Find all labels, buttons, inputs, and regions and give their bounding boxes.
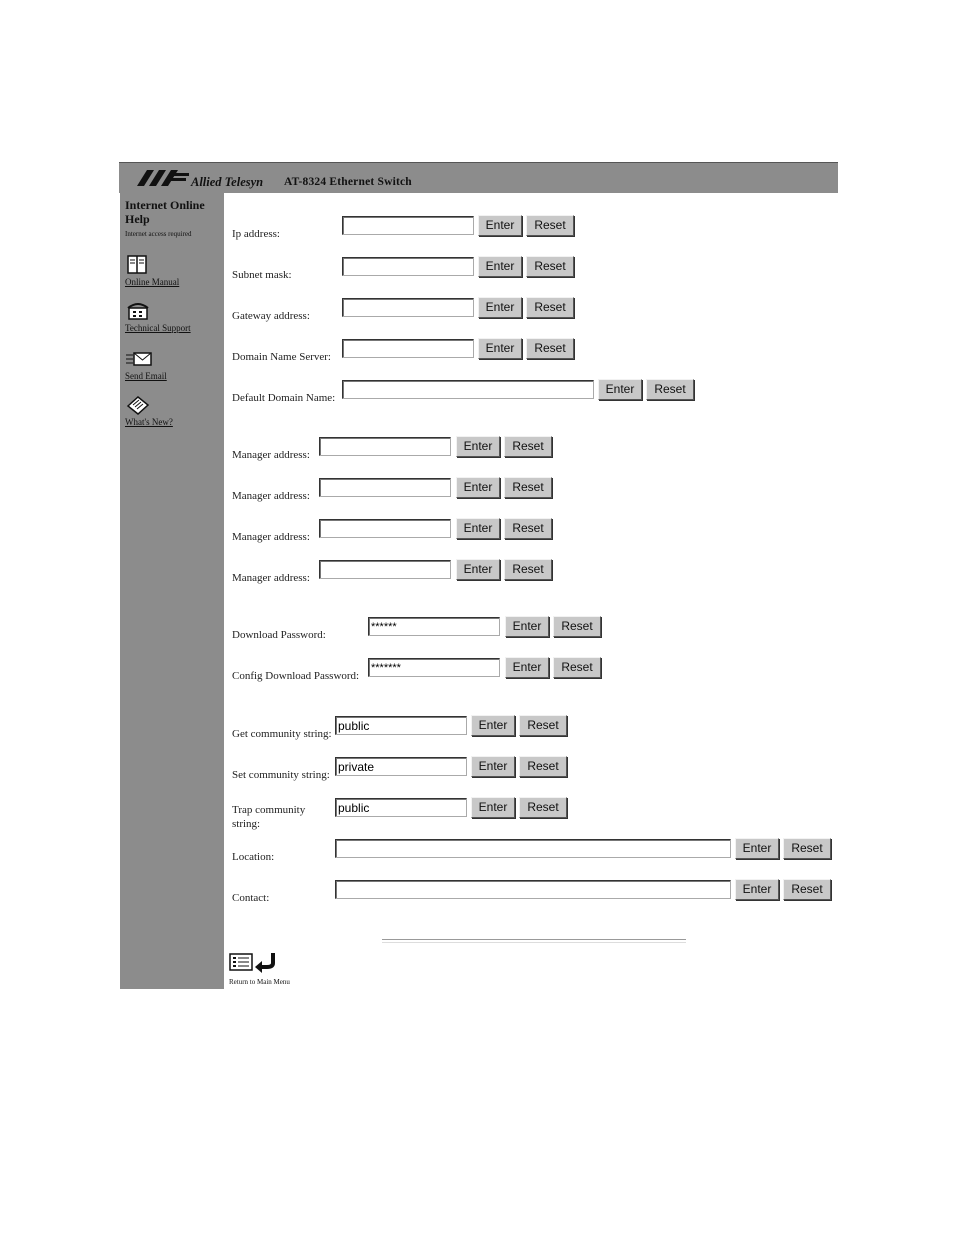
sidebar-link-label: Technical Support (125, 323, 191, 333)
config-download-password-enter-button[interactable]: Enter (505, 657, 549, 678)
manager-address-1-input[interactable] (319, 437, 451, 456)
set-community-reset-button[interactable]: Reset (519, 756, 567, 777)
contact-label: Contact: (232, 892, 270, 904)
default-domain-name-enter-button[interactable]: Enter (598, 379, 642, 400)
manager-address-2-enter-button[interactable]: Enter (456, 477, 500, 498)
manager-address-label: Manager address: (232, 490, 310, 502)
sidebar-link-label: Online Manual (125, 277, 180, 287)
get-community-label: Get community string: (232, 728, 332, 740)
help-title: Internet Online Help (125, 198, 205, 226)
ip-address-label: Ip address: (232, 228, 280, 240)
trap-community-reset-button[interactable]: Reset (519, 797, 567, 818)
sidebar-link-whats-new[interactable] (125, 394, 223, 427)
subnet-mask-reset-button[interactable]: Reset (526, 256, 574, 277)
gateway-address-enter-button[interactable]: Enter (478, 297, 522, 318)
get-community-reset-button[interactable]: Reset (519, 715, 567, 736)
manager-address-3-reset-button[interactable]: Reset (504, 518, 552, 539)
gateway-address-input[interactable] (342, 298, 474, 317)
sidebar-link-technical-support[interactable] (125, 300, 223, 333)
download-password-label: Download Password: (232, 629, 326, 641)
sidebar-link-online-manual[interactable] (125, 254, 223, 287)
return-main-menu-button[interactable] (229, 951, 277, 980)
newspaper-icon (125, 394, 151, 416)
manager-address-2-reset-button[interactable]: Reset (504, 477, 552, 498)
ip-address-enter-button[interactable]: Enter (478, 215, 522, 236)
domain-name-server-input[interactable] (342, 339, 474, 358)
sidebar-link-label: Send Email (125, 371, 167, 381)
download-password-enter-button[interactable]: Enter (505, 616, 549, 637)
ip-address-input[interactable] (342, 216, 474, 235)
set-community-label: Set community string: (232, 769, 330, 781)
gateway-address-label: Gateway address: (232, 310, 310, 322)
help-subtitle: Internet access required (125, 230, 192, 238)
location-reset-button[interactable]: Reset (783, 838, 831, 859)
domain-name-server-label: Domain Name Server: (232, 351, 331, 363)
contact-reset-button[interactable]: Reset (783, 879, 831, 900)
manager-address-label: Manager address: (232, 572, 310, 584)
download-password-input[interactable] (368, 617, 500, 636)
sidebar-link-label: What's New? (125, 417, 173, 427)
domain-name-server-reset-button[interactable]: Reset (526, 338, 574, 359)
book-icon (125, 254, 151, 276)
subnet-mask-input[interactable] (342, 257, 474, 276)
gateway-address-reset-button[interactable]: Reset (526, 297, 574, 318)
download-password-reset-button[interactable]: Reset (553, 616, 601, 637)
set-community-enter-button[interactable]: Enter (471, 756, 515, 777)
subnet-mask-enter-button[interactable]: Enter (478, 256, 522, 277)
manager-address-1-reset-button[interactable]: Reset (504, 436, 552, 457)
default-domain-name-label: Default Domain Name: (232, 392, 336, 404)
sidebar (120, 192, 224, 989)
config-download-password-label: Config Download Password: (232, 670, 360, 682)
manager-address-label: Manager address: (232, 531, 310, 543)
manager-address-4-reset-button[interactable]: Reset (504, 559, 552, 580)
manager-address-2-input[interactable] (319, 478, 451, 497)
return-main-menu-label: Return to Main Menu (229, 978, 290, 986)
contact-input[interactable] (335, 880, 731, 899)
product-title: AT-8324 Ethernet Switch (284, 176, 412, 188)
location-label: Location: (232, 851, 275, 863)
default-domain-name-reset-button[interactable]: Reset (646, 379, 694, 400)
contact-enter-button[interactable]: Enter (735, 879, 779, 900)
ip-address-reset-button[interactable]: Reset (526, 215, 574, 236)
manager-address-label: Manager address: (232, 449, 310, 461)
get-community-enter-button[interactable]: Enter (471, 715, 515, 736)
default-domain-name-input[interactable] (342, 380, 594, 399)
envelope-icon (125, 348, 153, 370)
manager-address-1-enter-button[interactable]: Enter (456, 436, 500, 457)
domain-name-server-enter-button[interactable]: Enter (478, 338, 522, 359)
header-bar (119, 162, 838, 193)
allied-telesyn-logo-icon (137, 170, 189, 187)
manager-address-4-input[interactable] (319, 560, 451, 579)
set-community-input[interactable] (335, 757, 467, 776)
divider (382, 939, 686, 943)
trap-community-input[interactable] (335, 798, 467, 817)
location-enter-button[interactable]: Enter (735, 838, 779, 859)
manager-address-3-input[interactable] (319, 519, 451, 538)
manager-address-4-enter-button[interactable]: Enter (456, 559, 500, 580)
manager-address-3-enter-button[interactable]: Enter (456, 518, 500, 539)
brand-name: Allied Telesyn (191, 175, 264, 189)
main-menu-icon (229, 951, 277, 975)
config-download-password-reset-button[interactable]: Reset (553, 657, 601, 678)
telephone-icon (125, 300, 151, 322)
get-community-input[interactable] (335, 716, 467, 735)
subnet-mask-label: Subnet mask: (232, 269, 292, 281)
config-download-password-input[interactable] (368, 658, 500, 677)
trap-community-enter-button[interactable]: Enter (471, 797, 515, 818)
sidebar-link-send-email[interactable] (125, 348, 223, 381)
trap-community-label: Trap community string: (232, 804, 306, 830)
location-input[interactable] (335, 839, 731, 858)
